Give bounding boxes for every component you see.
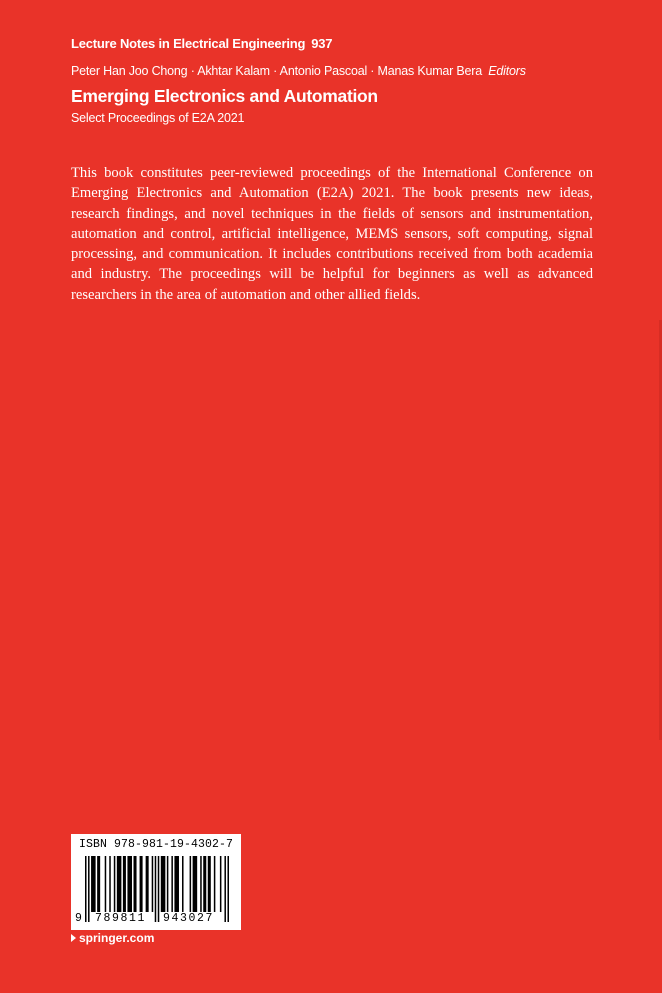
publisher-url: springer.com — [79, 931, 155, 945]
barcode-bar — [182, 856, 184, 912]
barcode-bar — [208, 856, 211, 912]
barcode-bar — [171, 856, 173, 912]
barcode-bar — [203, 856, 206, 912]
barcode-bar — [109, 856, 111, 912]
barcode-bar — [91, 856, 96, 912]
barcode-bar — [220, 856, 222, 912]
barcode-bar — [134, 856, 137, 912]
barcode-bar — [146, 856, 149, 912]
series-volume: 937 — [311, 36, 333, 51]
series-name: Lecture Notes in Electrical Engineering — [71, 36, 306, 51]
editor-names: Peter Han Joo Chong · Akhtar Kalam · Antonio Pascoal · Manas Kumar Bera — [71, 64, 483, 78]
barcode-bar — [140, 856, 143, 912]
series-line — [71, 36, 332, 51]
barcode-bar — [105, 856, 107, 912]
barcode-bar — [190, 856, 192, 912]
book-description: This book constitutes peer-reviewed proceedings of the International Conference on Emerging Electronics and Automation (E2A) 2021. The book presents new ideas, research findings, and novel techniques in the fields of sensors and instrumentation, automation and control, artificial intelligence, MEMS sensors, soft computing, signal processing, and communication. It includes contributions received from both academia and industry. The proceedings will be helpful for beginners as well as advanced researchers in the area of automation and other allied fields. — [71, 165, 593, 303]
barcode-bar — [227, 856, 229, 922]
barcode-bar — [114, 856, 116, 912]
barcode-right-group: 943027 — [163, 912, 215, 925]
book-subtitle: Select Proceedings of E2A 2021 — [71, 111, 245, 125]
barcode-bar — [123, 856, 126, 912]
isbn-barcode — [71, 834, 241, 930]
barcode-bar — [117, 856, 122, 912]
barcode-left-group: 789811 — [95, 912, 147, 925]
barcode-bar — [127, 856, 132, 912]
isbn-label: ISBN 978-981-19-4302-7 — [79, 838, 234, 851]
barcode-first-digit: 9 — [75, 912, 82, 925]
barcode-bar — [174, 856, 179, 912]
barcode-bar — [155, 856, 157, 922]
publisher-link[interactable] — [71, 931, 154, 945]
barcode-bar — [158, 856, 160, 922]
barcode-bar — [161, 856, 166, 912]
arrow-right-icon — [71, 934, 76, 942]
barcode-bar — [97, 856, 100, 912]
barcode-bar — [88, 856, 90, 922]
barcode-bar — [200, 856, 202, 912]
editors-role: Editors — [488, 64, 526, 78]
editors-line — [71, 64, 526, 78]
barcode-bar — [224, 856, 226, 922]
barcode-bar — [193, 856, 198, 912]
barcode-bar — [167, 856, 169, 912]
barcode-bar — [214, 856, 216, 912]
barcode-bar — [85, 856, 87, 922]
book-title: Emerging Electronics and Automation — [71, 86, 378, 106]
barcode-bar — [152, 856, 154, 912]
